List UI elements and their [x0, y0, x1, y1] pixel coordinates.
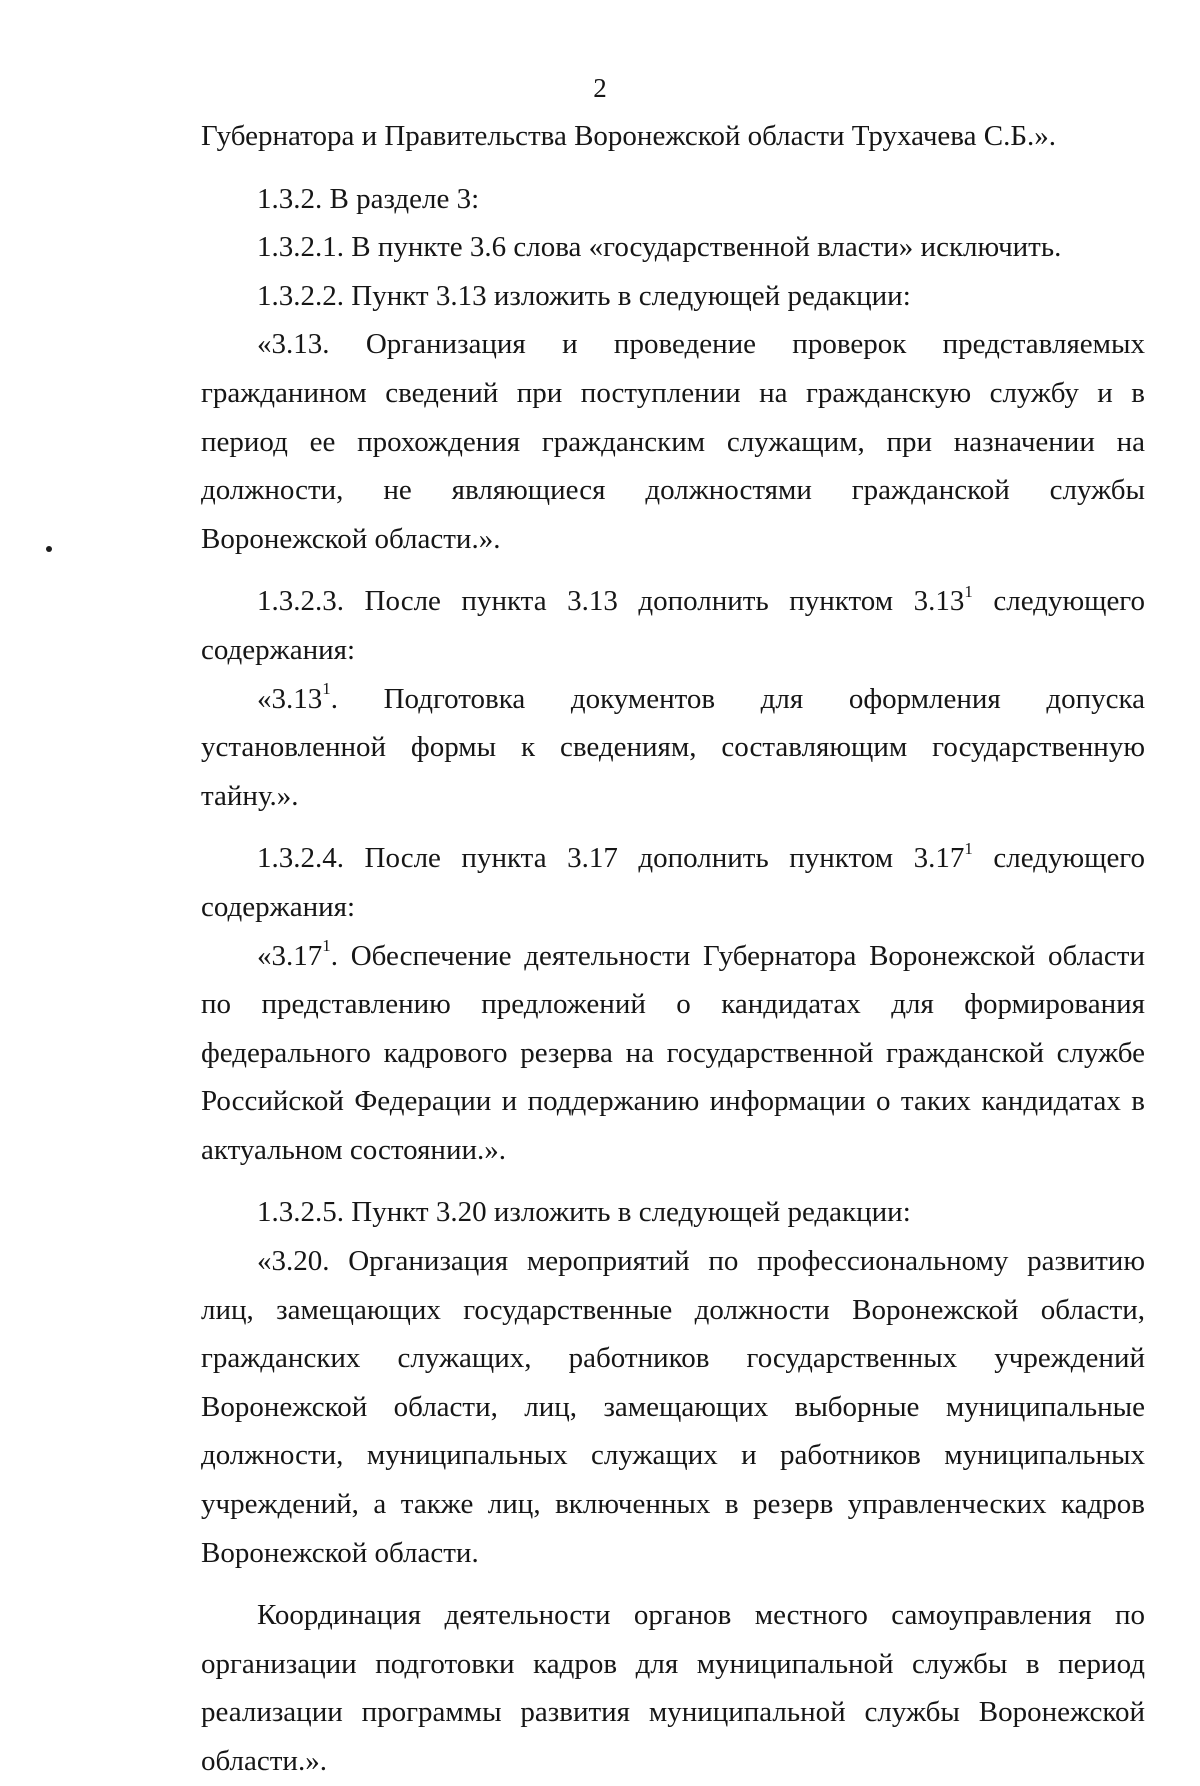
paragraph-1-3-2-3-text: 1.3.2.3. После пункта 3.13 дополнить пунктом 3.13 [257, 585, 965, 618]
superscript-one: 1 [964, 581, 973, 601]
paragraph-1-3-2: 1.3.2. В разделе 3: [257, 182, 480, 215]
paragraph-1-3-2-4 [201, 834, 1145, 931]
quoted-item-3-13-1-number: «3.13 [257, 682, 323, 715]
quoted-item-3-13-1 [201, 675, 1145, 821]
scan-speck [46, 546, 52, 552]
superscript-one: 1 [964, 838, 973, 858]
quoted-item-3-13-1-text: . Подготовка документов для оформления допуска установленной формы к сведениям, составляющим государственную тайну.». [201, 682, 1145, 812]
paragraph-1-3-2-3 [201, 577, 1145, 674]
paragraph-1-3-2-4-text: 1.3.2.4. После пункта 3.17 дополнить пунктом 3.17 [257, 842, 965, 875]
page-number: 2 [593, 73, 607, 103]
paragraph-1-3-2-5: 1.3.2.5. Пункт 3.20 изложить в следующей редакции: [257, 1196, 911, 1229]
quoted-item-3-13: «3.13. Организация и проведение проверок представляемых гражданином сведений при поступлении на гражданскую службу и в период ее прохождения гражданским служащим, при назначении на должности, не являющиеся должностями гражданской службы Воронежской области.». [201, 328, 1145, 555]
paragraph-1-3-2-2: 1.3.2.2. Пункт 3.13 изложить в следующей редакции: [257, 279, 911, 312]
paragraph-1-3-2-4-tail: следующего содержания: [201, 842, 1145, 923]
quoted-item-3-17-1-text: . Обеспечение деятельности Губернатора Воронежской области по представлению предложений о кандидатах для формирования федерального кадрового резерва на государственной гражданской службе Российской Федерации и поддержанию информации о таких кандидатах в актуальном состоянии.». [201, 939, 1145, 1166]
quoted-item-3-17-1-number: «3.17 [257, 939, 323, 972]
document-body [201, 112, 1145, 1786]
superscript-one: 1 [322, 935, 331, 955]
paragraph-1-3-2-1: 1.3.2.1. В пункте 3.6 слова «государственной власти» исключить. [257, 231, 1062, 264]
superscript-one: 1 [322, 678, 331, 698]
paragraph-continuation: Губернатора и Правительства Воронежской области Трухачева С.Б.». [201, 120, 1056, 152]
paragraph-1-3-2-3-tail: следующего содержания: [201, 585, 1145, 666]
quoted-item-3-20: «3.20. Организация мероприятий по профессиональному развитию лиц, замещающих государственные должности Воронежской области, гражданских служащих, работников государственных учреждений Воронежской области, лиц, замещающих выборные муниципальные должности, муниципальных служащих и работников муниципальных учреждений, а также лиц, включенных в резерв управленческих кадров Воронежской области. [201, 1245, 1145, 1569]
quoted-item-3-20-continuation: Координация деятельности органов местного самоуправления по организации подготовки кадров для муниципальной службы в период реализации программы развития муниципальной службы Воронежской области.». [201, 1599, 1145, 1777]
quoted-item-3-17-1 [201, 932, 1145, 1175]
